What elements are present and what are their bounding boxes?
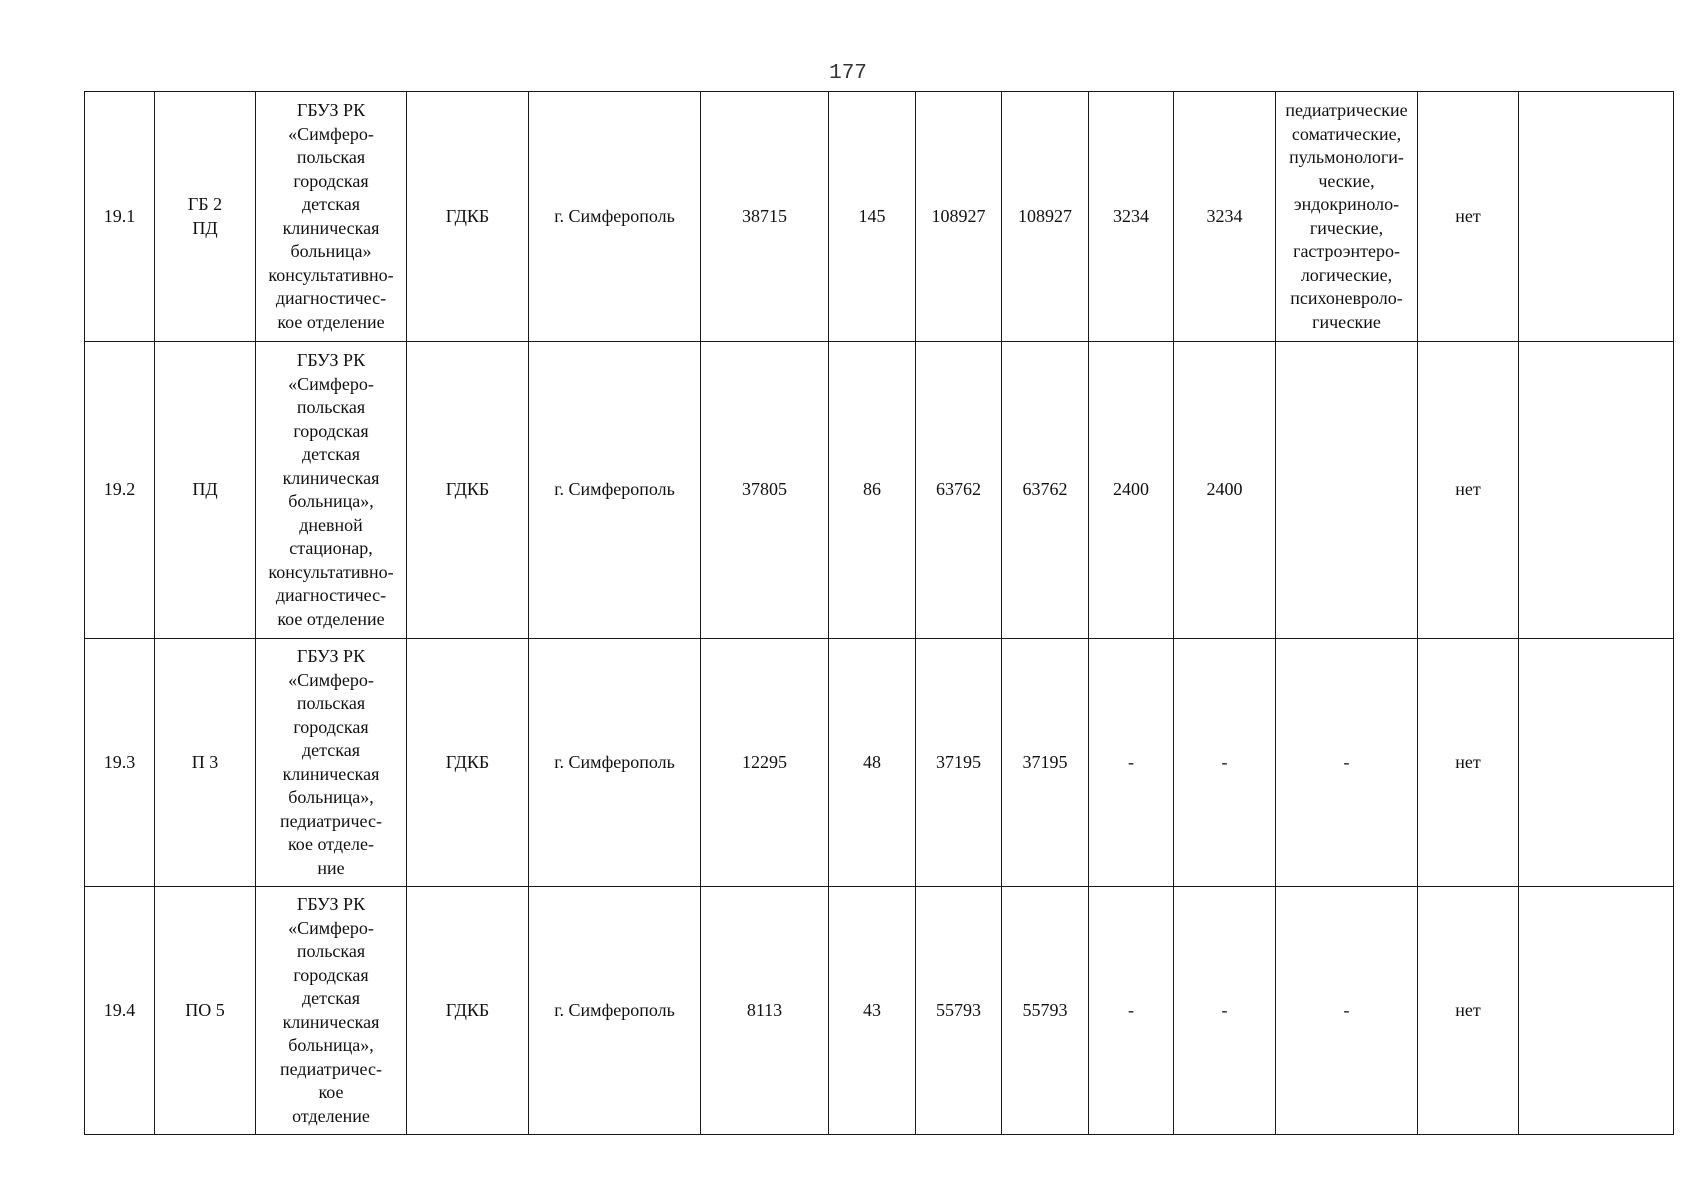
city-cell: г. Симферополь: [529, 887, 701, 1135]
city-cell: г. Симферополь: [529, 92, 701, 342]
profile-cell: педиатрические соматические, пульмонологи- ческие, эндокриноло- гические, гастроэнтеро- логические, психоневроло- гические: [1276, 92, 1418, 342]
value-cell-2: 145: [829, 92, 916, 342]
institution-name-cell: ГБУЗ РК «Симферо- польская городская детская клиническая больница», педиатричес- кое отделение: [256, 887, 407, 1135]
value-cell-1: 37805: [701, 342, 829, 639]
abbreviation-cell: ГДКБ: [407, 639, 529, 887]
flag-cell: нет: [1418, 92, 1519, 342]
value-cell-4: 63762: [1002, 342, 1089, 639]
code-cell: П 3: [155, 639, 256, 887]
institution-name-cell: ГБУЗ РК «Симферо- польская городская детская клиническая больница» консультативно- диагностичес- кое отделение: [256, 92, 407, 342]
profile-cell: [1276, 342, 1418, 639]
page-number: 177: [829, 62, 867, 85]
value-cell-3: 108927: [916, 92, 1002, 342]
flag-cell: нет: [1418, 342, 1519, 639]
institution-name-cell: ГБУЗ РК «Симферо- польская городская детская клиническая больница», дневной стационар, консультативно- диагностичес- кое отделение: [256, 342, 407, 639]
value-cell-3: 63762: [916, 342, 1002, 639]
flag-cell: нет: [1418, 639, 1519, 887]
value-cell-2: 43: [829, 887, 916, 1135]
value-cell-6: -: [1174, 887, 1276, 1135]
city-cell: г. Симферополь: [529, 342, 701, 639]
value-cell-2: 86: [829, 342, 916, 639]
value-cell-5: 3234: [1089, 92, 1174, 342]
code-cell: ГБ 2 ПД: [155, 92, 256, 342]
abbreviation-cell: ГДКБ: [407, 92, 529, 342]
value-cell-1: 12295: [701, 639, 829, 887]
table-row: [85, 639, 1674, 887]
profile-cell: -: [1276, 887, 1418, 1135]
empty-cell: [1519, 342, 1674, 639]
value-cell-1: 38715: [701, 92, 829, 342]
value-cell-4: 55793: [1002, 887, 1089, 1135]
row-number-cell: 19.3: [85, 639, 155, 887]
value-cell-6: 2400: [1174, 342, 1276, 639]
value-cell-6: -: [1174, 639, 1276, 887]
value-cell-2: 48: [829, 639, 916, 887]
abbreviation-cell: ГДКБ: [407, 342, 529, 639]
value-cell-4: 37195: [1002, 639, 1089, 887]
abbreviation-cell: ГДКБ: [407, 887, 529, 1135]
empty-cell: [1519, 887, 1674, 1135]
table-row: [85, 342, 1674, 639]
table-row: [85, 887, 1674, 1135]
institution-name-cell: ГБУЗ РК «Симферо- польская городская детская клиническая больница», педиатричес- кое отделе- ние: [256, 639, 407, 887]
value-cell-3: 55793: [916, 887, 1002, 1135]
flag-cell: нет: [1418, 887, 1519, 1135]
profile-cell: -: [1276, 639, 1418, 887]
value-cell-5: -: [1089, 639, 1174, 887]
value-cell-3: 37195: [916, 639, 1002, 887]
row-number-cell: 19.4: [85, 887, 155, 1135]
data-table: [84, 91, 1674, 1135]
table-row: [85, 92, 1674, 342]
value-cell-5: 2400: [1089, 342, 1174, 639]
value-cell-5: -: [1089, 887, 1174, 1135]
value-cell-6: 3234: [1174, 92, 1276, 342]
empty-cell: [1519, 639, 1674, 887]
empty-cell: [1519, 92, 1674, 342]
row-number-cell: 19.2: [85, 342, 155, 639]
code-cell: ПД: [155, 342, 256, 639]
value-cell-4: 108927: [1002, 92, 1089, 342]
value-cell-1: 8113: [701, 887, 829, 1135]
code-cell: ПО 5: [155, 887, 256, 1135]
city-cell: г. Симферополь: [529, 639, 701, 887]
row-number-cell: 19.1: [85, 92, 155, 342]
